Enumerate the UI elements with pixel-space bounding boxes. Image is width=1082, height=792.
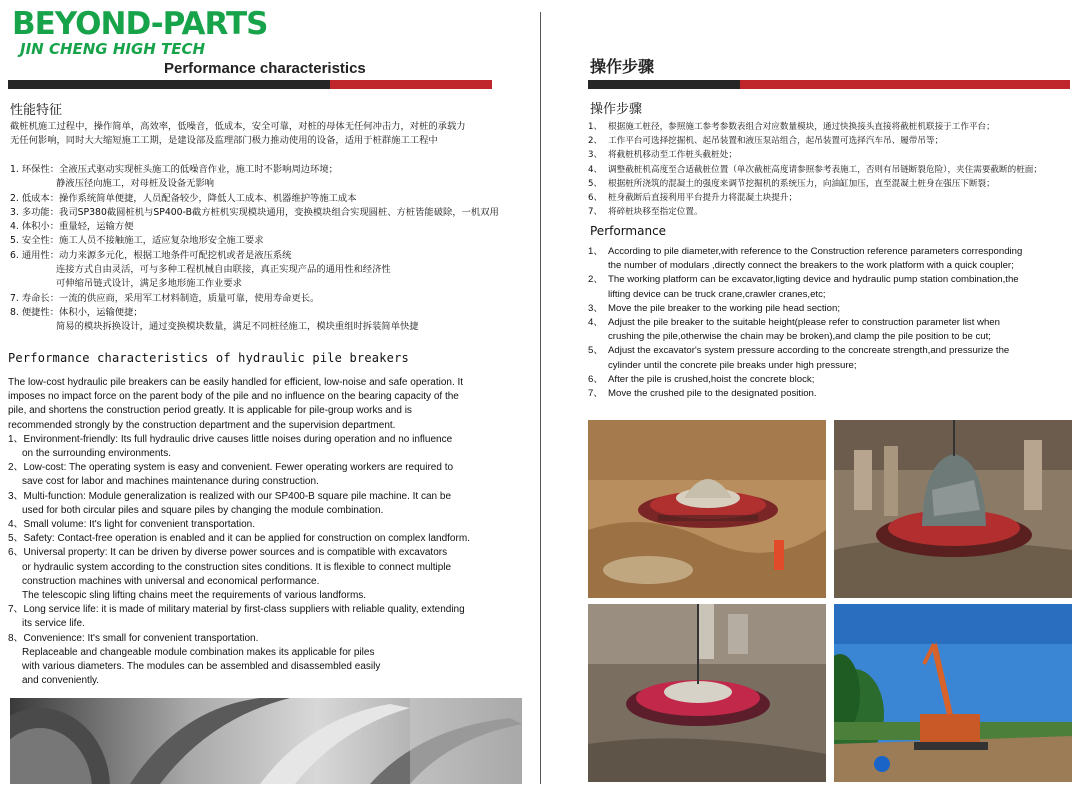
en-body-line: save cost for labor and machines maintenance during construction. [22,476,319,488]
en-body-line: 5、Safety: Contact-free operation is enabled and it can be applied for construction on complex landform. [8,533,470,545]
zh-feature-key: 6. 通用性： [10,249,60,261]
zh-feature-key: 4. 体积小： [10,221,60,233]
en-step-text: Move the crushed pile to the designated position. [608,388,817,400]
zh-feature-key: 2. 低成本： [10,192,60,204]
en-step-line [588,373,1080,387]
brand-tagline: JIN CHENG HIGH TECH [20,40,206,58]
en-body-line: Replaceable and changeable module combination makes its applicable for piles [22,646,375,658]
zh-feature-key: 8. 便捷性： [10,306,60,318]
zh-feature-text: 重量轻，运输方便 [59,221,134,233]
en-body-line: 1、Environment-friendly: Its full hydraulic drive causes little noises during operation and no influence [8,433,453,445]
zh-feature-key: 1. 环保性： [10,164,60,175]
en-step-number [588,288,608,302]
en-body-line: its service life. [22,618,85,630]
zh-step [588,120,1078,134]
en-body-line: and conveniently. [22,675,100,687]
en-step-line [588,245,1080,259]
en-step-number: 2、 [588,274,603,286]
photo-excavator-site [834,604,1072,782]
header-title: Performance characteristics [164,60,366,77]
en-step-text: lifting device can be truck crane,crawler cranes,etc; [608,288,826,300]
zh-feature-line [10,249,535,263]
zh-step [588,205,1078,219]
en-step-text: cylinder until the concrete pile breaks under high pressure; [608,359,857,371]
zh-feature-text: 施工人员不接触施工，适应复杂地形安全施工要求 [59,235,264,247]
en-step-text: crushing the pile,otherwise the chain may be broken),and clamp the pile position to be cut; [608,331,991,343]
zh-intro-line: 无任何影响，同时大大缩短施工工期，是建设部及监理部门极力推动使用的设备，适用于桩群施工工程中 [10,135,438,147]
brand-logo: BEYOND-PARTS [12,6,268,42]
header-title-right: 操作步骤 [590,57,655,76]
zh-feature-text: 静液压径向施工，对母桩及设备无影响 [56,178,215,190]
zh-feature-line [10,177,535,191]
en-step-text: the number of modulars ,directly connect the breakers to the work platform with a quick coupler; [608,260,1014,272]
en-step-line [588,288,1080,302]
zh-step-text: 调整截桩机高度至合适截桩位置（单次截桩高度请参照参考表施工，否则有吊链断裂危险），夹住需要截断的桩面； [608,164,1042,175]
left-page [0,0,538,792]
zh-step-number: 2、 [588,136,603,147]
zh-intro [10,120,535,149]
zh-step-text: 根据桩所浇筑的混凝土的强度来调节挖掘机的系统压力，向油缸加压，直至混凝土桩身在强压下断裂； [608,178,995,189]
zh-step-number: 6、 [588,193,603,204]
zh-step-number: 5、 [588,178,603,189]
zh-feature-line [10,206,535,220]
zh-step-number: 1、 [588,122,603,132]
zh-feature-text: 连接方式自由灵活，可与多种工程机械自由联接，真正实现产品的通用性和经济性 [56,264,391,276]
machine-closeup-photo [10,698,522,784]
en-body-line: 3、Multi-function: Module generalization is realized with our SP400-B square pile machine. It can be [8,490,452,502]
zh-feature-text: 动力来源多元化，根据工地条件可配挖机或者是液压系统 [59,249,292,261]
en-step-number: 7、 [588,388,603,400]
zh-steps-list [588,120,1078,219]
en-step-number: 1、 [588,246,603,257]
zh-feature-text: 一流的供应商，采用军工材料制造，质量可靠，使用寿命更长。 [59,292,320,304]
en-step-text: Adjust the pile breaker to the suitable height(please refer to construction parameter list when [608,317,1000,329]
en-body-line: The low-cost hydraulic pile breakers can be easily handled for efficient, low-noise and safe operation. It [8,377,464,388]
zh-feature-text: 可伸缩吊链式设计，满足多地形施工作业要求 [56,278,242,290]
zh-step-text: 将截桩机移动至工作桩头截桩处； [608,150,737,161]
zh-feature-text: 简易的模块拆换设计，通过变换模块数量，满足不同桩径施工，模块重组时拆装简单快捷 [56,321,419,333]
en-step-number: 5、 [588,345,603,357]
en-body-line: 7、Long service life: it is made of military material by first-class suppliers with reliable quality, extending [8,604,465,616]
en-step-line [588,330,1080,344]
page-divider [540,12,541,784]
zh-step [588,191,1078,205]
zh-feature-line [10,234,535,248]
en-steps-list [588,245,1080,401]
en-step-number: 6、 [588,373,603,385]
en-step-text: According to pile diameter,with reference to the Construction reference parameters corresponding [608,246,1023,257]
zh-feature-text: 我司SP380截圆桩机与SP400-B截方桩机实现模块通用，变换模块组合实现圆桩、方桩皆能破除，一机双用 [59,206,499,218]
en-step-number [588,259,608,273]
en-step-number [588,359,608,373]
right-page [546,0,1082,792]
en-step-line [588,259,1080,273]
zh-feature-line [10,163,535,177]
en-body-line: with various diameters. The modules can be assembled and disassembled easily [22,661,381,673]
zh-step-text: 根据施工桩径，参照施工参考参数表组合对应数量模块，通过快换接头直接将截桩机联接于工作平台； [608,122,995,132]
zh-heading: 性能特征 [10,103,63,118]
zh-feature-line [10,263,535,277]
zh-step-number: 4、 [588,164,603,175]
zh-step [588,134,1078,148]
en-body-line: recommended strongly by the construction department and the supervision department. [8,419,396,431]
zh-feature-key: 5. 安全性： [10,235,60,247]
en-step-line [588,302,1080,316]
zh-step [588,163,1078,177]
zh-feature-line [10,320,535,334]
en-step-line [588,359,1080,373]
zh-feature-key: 7. 寿命长： [10,292,60,304]
zh-step [588,148,1078,162]
zh-steps-heading: 操作步骤 [590,102,643,117]
en-heading: Performance characteristics of hydraulic pile breakers [8,351,409,365]
zh-step-number: 7、 [588,207,603,218]
photo-pile-breaker-crushing [834,420,1072,598]
en-body-line: on the surrounding environments. [22,448,171,460]
en-step-text: Adjust the excavator's system pressure according to the concreate strength,and pressurize the [608,345,1010,357]
en-body-line: 2、Low-cost: The operating system is easy and convenient. Fewer operating workers are required to [8,462,454,474]
zh-step-number: 3、 [588,150,603,161]
zh-step [588,177,1078,191]
photo-pile-breaker-site [588,604,826,782]
zh-feature-line [10,192,535,206]
en-body-line: construction machines with universal and economical performance. [22,575,320,587]
en-step-text: The working platform can be excavator,ligting device and hydraulic pump station combination,the [608,274,1019,286]
zh-step-text: 工作平台可选择挖掘机、起吊装置和液压泵站组合，起吊装置可选择汽车吊、履带吊等； [608,136,944,147]
zh-step-text: 桩身截断后直接利用平台提升力将混凝土块提升； [608,193,798,204]
en-step-line [588,316,1080,330]
en-body-line: or hydraulic system according to the construction sites conditions. It is flexible to connect multiple [22,561,452,573]
en-body-line: 8、Convenience: It's small for convenient transportation. [8,632,259,644]
photo-pile-breaker-ground [588,420,826,598]
en-step-line [588,344,1080,358]
zh-feature-line [10,220,535,234]
zh-feature-text: 全液压式驱动实现桩头施工的低噪音作业，施工时不影响周边环境； [59,164,338,175]
en-steps-heading: Performance [590,224,667,238]
zh-step-text: 将碎桩块移至指定位置。 [608,207,703,218]
en-step-number [588,330,608,344]
machine-closeup-illustration [10,698,522,784]
zh-feature-line [10,277,535,291]
en-body-line: 6、Universal property: It can be driven by diverse power sources and is compatible with excavators [8,547,448,559]
zh-intro-line: 截桩机施工过程中，操作简单，高效率，低噪音，低成本，安全可靠，对桩的母体无任何冲击力，对桩的承载力 [10,121,466,132]
zh-feature-text: 操作系统简单便捷，人员配备较少，降低人工成本、机器维护等施工成本 [59,192,357,204]
zh-feature-line [10,292,535,306]
header-bar-red [330,80,492,89]
zh-feature-key: 3. 多功能： [10,206,60,218]
en-body-line: 4、Small volume: It's light for convenient transportation. [8,519,256,531]
en-step-line [588,273,1080,287]
en-body-line: imposes no impact force on the parent body of the pile and no influence on the bearing capacity of the [8,391,459,403]
zh-feature-line [10,306,535,320]
header-bar-red-right [740,80,1070,89]
en-step-number: 3、 [588,302,603,314]
en-step-text: After the pile is crushed,hoist the concrete block; [608,373,815,385]
zh-feature-text: 体积小，运输便捷； [59,306,143,318]
en-body-line: The telescopic sling lifting chains meet the requirements of various landforms. [22,590,367,602]
en-body-line: used for both circular piles and square piles by changing the module combination. [22,504,384,516]
en-step-text: Move the pile breaker to the working pile head section; [608,302,840,314]
en-body [8,376,536,688]
en-step-line [588,387,1080,401]
en-step-number: 4、 [588,317,603,329]
zh-features-list [10,163,535,335]
en-body-line: pile, and shortens the construction period greatly. It is applicable for pile-group works and is [8,405,412,417]
